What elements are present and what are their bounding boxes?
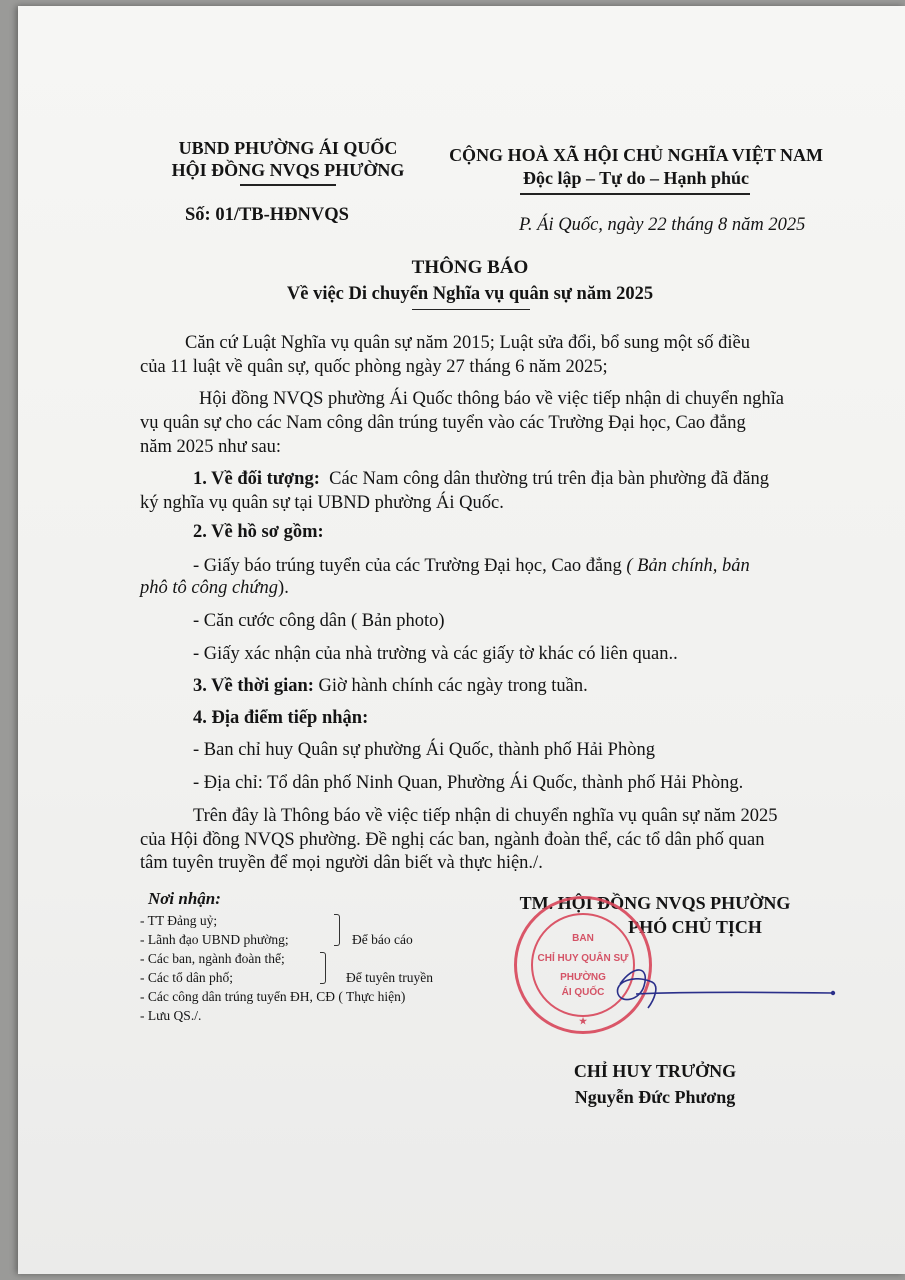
closing-line2: của Hội đồng NVQS phường. Đề nghị các ban, ngành đoàn thể, các tổ dân phố quan [140, 830, 765, 850]
seal-text: CHỈ HUY QUÂN SỰ [537, 953, 629, 964]
section3-line [193, 676, 588, 697]
section1-heading: 1. Về đối tượng: [193, 469, 320, 489]
recipient-item: - Các tổ dân phố; [140, 970, 233, 985]
seal-star-icon: ★ [578, 1016, 588, 1026]
recipient-item: - Các ban, ngành đoàn thể; [140, 951, 285, 966]
handwritten-signature [600, 960, 840, 1030]
recipient-item: - Các công dân trúng tuyển ĐH, CĐ ( Thực hiện) [140, 989, 406, 1004]
recipient-item: - Lưu QS./. [140, 1008, 202, 1023]
signer-title: CHỈ HUY TRƯỞNG [573, 1061, 737, 1081]
recipients-brace-2 [320, 952, 326, 984]
section1-line1 [193, 469, 769, 490]
header-left-underline [240, 184, 336, 186]
section4-heading: 4. Địa điểm tiếp nhận: [193, 708, 369, 728]
signer-name: Nguyễn Đức Phương [574, 1087, 736, 1107]
header-left-line1: UBND PHƯỜNG ÁI QUỐC [178, 138, 398, 158]
seal-text: PHƯỜNG [560, 972, 606, 983]
section1-line2: ký nghĩa vụ quân sự tại UBND phường Ái Quốc. [140, 493, 504, 513]
recipients-note-propaganda: Để tuyên truyền [346, 970, 433, 985]
title-main: THÔNG BÁO [411, 257, 529, 278]
closing-line3: tâm tuyên truyền để mọi người dân biết và thực hiện./. [140, 853, 543, 873]
para2-line3: năm 2025 như sau: [140, 437, 282, 457]
section2-item1-text: - Giấy báo trúng tuyển của các Trường Đại học, Cao đẳng [193, 556, 622, 576]
place-date: P. Ái Quốc, ngày 22 tháng 8 năm 2025 [519, 215, 806, 235]
section2-item1-line2 [140, 578, 289, 599]
header-right-line1: CỘNG HOÀ XÃ HỘI CHỦ NGHĨA VIỆT NAM [449, 145, 823, 165]
section2-heading: 2. Về hồ sơ gồm: [193, 522, 324, 542]
para1-line1: Căn cứ Luật Nghĩa vụ quân sự năm 2015; Luật sửa đổi, bổ sung một số điều [185, 333, 750, 353]
header-right-line2: Độc lập – Tự do – Hạnh phúc [522, 168, 750, 188]
para2-line1: Hội đồng NVQS phường Ái Quốc thông báo về việc tiếp nhận di chuyển nghĩa [199, 389, 784, 409]
section4-item2: - Địa chỉ: Tổ dân phố Ninh Quan, Phường Ái Quốc, thành phố Hải Phòng. [193, 773, 744, 793]
recipients-note-report: Để báo cáo [352, 932, 413, 947]
section3-text: Giờ hành chính các ngày trong tuần. [318, 676, 588, 696]
para2-line2: vụ quân sự cho các Nam công dân trúng tuyển vào các Trường Đại học, Cao đẳng [140, 413, 746, 433]
recipients-brace-1 [334, 914, 340, 946]
title-underline [412, 309, 530, 310]
signature-line1: TM. HỘI ĐỒNG NVQS PHƯỜNG [519, 893, 791, 913]
signature-line2: PHÓ CHỦ TỊCH [628, 917, 762, 937]
section2-item3: - Giấy xác nhận của nhà trường và các giấy tờ khác có liên quan.. [193, 644, 678, 664]
seal-text: ÁI QUỐC [561, 987, 605, 998]
section2-item1-end: ). [278, 578, 289, 598]
recipients-title: Nơi nhận: [148, 889, 221, 908]
section2-item2: - Căn cước công dân ( Bản photo) [193, 611, 445, 631]
header-left-line2: HỘI ĐỒNG NVQS PHƯỜNG [171, 160, 405, 180]
header-right-underline [520, 193, 750, 195]
section2-item1-italic2: phô tô công chứng [140, 578, 279, 598]
section4-item1: - Ban chỉ huy Quân sự phường Ái Quốc, thành phố Hải Phòng [193, 740, 655, 760]
recipient-item: - TT Đảng uỷ; [140, 913, 218, 928]
section1-text: Các Nam công dân thường trú trên địa bàn phường đã đăng [329, 469, 769, 489]
title-sub: Về việc Di chuyển Nghĩa vụ quân sự năm 2025 [286, 284, 654, 304]
recipient-item: - Lãnh đạo UBND phường; [140, 932, 289, 947]
document-page [18, 6, 905, 1274]
seal-text: BAN [572, 933, 594, 944]
document-number: Số: 01/TB-HĐNVQS [185, 205, 349, 225]
section2-item1 [193, 556, 750, 577]
section3-heading: 3. Về thời gian: [193, 676, 314, 696]
section2-item1-italic: ( Bản chính, bản [626, 556, 750, 576]
para1-line2: của 11 luật về quân sự, quốc phòng ngày 27 tháng 6 năm 2025; [140, 357, 608, 377]
closing-line1: Trên đây là Thông báo về việc tiếp nhận di chuyển nghĩa vụ quân sự năm 2025 [193, 806, 778, 826]
